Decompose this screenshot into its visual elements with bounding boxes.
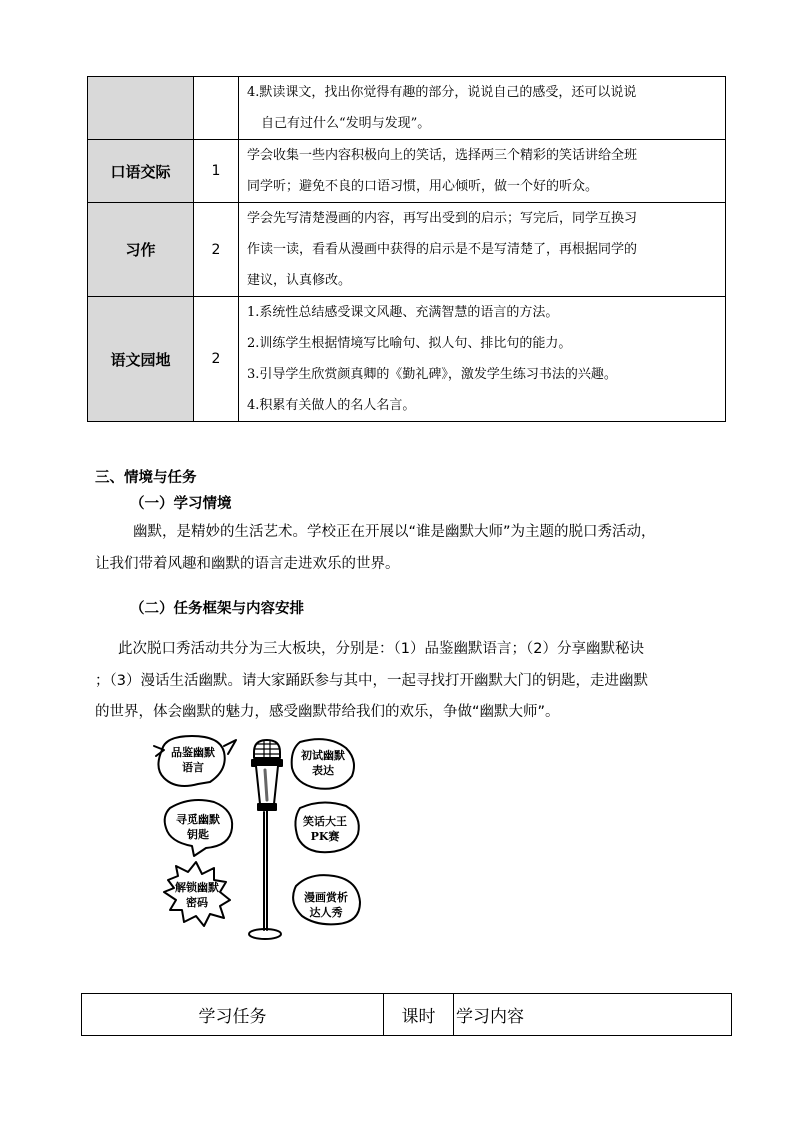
content-line: 3.引导学生欣赏颜真卿的《勤礼碑》，激发学生练习书法的兴趣。 [247,367,617,382]
bubble-label: 寻觅幽默钥匙 [176,813,220,841]
content-line: 4.默读课文，找出你觉得有趣的部分，说说自己的感受，还可以说说 [247,85,637,100]
content-line: 同学听；避免不良的口语习惯，用心倾听，做一个好的听众。 [247,179,599,194]
paragraph-line: 让我们带着风趣和幽默的语言走进欢乐的世界。 [95,556,400,572]
content-line: 2.训练学生根据情境写比喻句、拟人句、排比句的能力。 [247,336,572,351]
category-cell [88,77,194,140]
content-line: 4.积累有关做人的名人名言。 [247,398,416,413]
table-row [88,297,726,422]
table-row [88,77,726,140]
paragraph-line: 此次脱口秀活动共分为三大板块，分别是：（1）品鉴幽默语言；（2）分享幽默秘诀 [118,641,644,657]
category-cell: 习作 [88,203,194,297]
content-line: 1.系统性总结感受课文风趣、充满智慧的语言的方法。 [247,305,559,320]
hours-cell: 2 [194,297,239,422]
bubble-label: 漫画赏析达人秀 [304,891,348,919]
content-line: 作读一读，看看从漫画中获得的启示是不是写清楚了，再根据同学的 [247,242,638,257]
bubble-label: 初试幽默表达 [301,749,345,777]
content-line: 学会先写清楚漫画的内容，再写出受到的启示；写完后，同学互换习 [247,211,638,226]
content-line: 建议，认真修改。 [247,273,352,288]
paragraph-line: ；（3）漫话生活幽默。请大家踊跃参与其中，一起寻找打开幽默大门的钥匙，走进幽默 [95,673,648,689]
microphone-illustration [140,730,380,950]
bubble-label: 品鉴幽默语言 [171,746,215,774]
hours-cell: 2 [194,203,239,297]
subsection-heading: （一）学习情境 [130,496,232,512]
table-row [88,203,726,297]
table-row [88,140,726,203]
header-hours: 课时 [384,994,454,1036]
section-heading: 三、情境与任务 [95,470,197,486]
content-cell [239,77,726,140]
curriculum-table [87,76,726,422]
content-cell [239,203,726,297]
header-content: 学习内容 [454,994,732,1036]
hours-cell: 1 [194,140,239,203]
subsection-heading: （二）任务框架与内容安排 [130,601,304,617]
content-line: 自己有过什么“发明与发现”。 [261,116,431,131]
hours-cell [194,77,239,140]
bubble-label: 解锁幽默密码 [175,881,219,909]
header-task: 学习任务 [82,994,384,1036]
category-cell: 语文园地 [88,297,194,422]
bubble-label: 笑话大王PK赛 [303,815,347,843]
table-header-row [82,994,732,1036]
task-table [81,993,732,1036]
content-line: 学会收集一些内容积极向上的笑话，选择两三个精彩的笑话讲给全班 [247,148,638,163]
paragraph-line: 幽默，是精妙的生活艺术。学校正在开展以“谁是幽默大师”为主题的脱口秀活动， [133,524,656,540]
paragraph-line: 的世界，体会幽默的魅力，感受幽默带给我们的欢乐，争做“幽默大师”。 [95,704,560,720]
content-cell [239,140,726,203]
category-cell: 口语交际 [88,140,194,203]
content-cell [239,297,726,422]
